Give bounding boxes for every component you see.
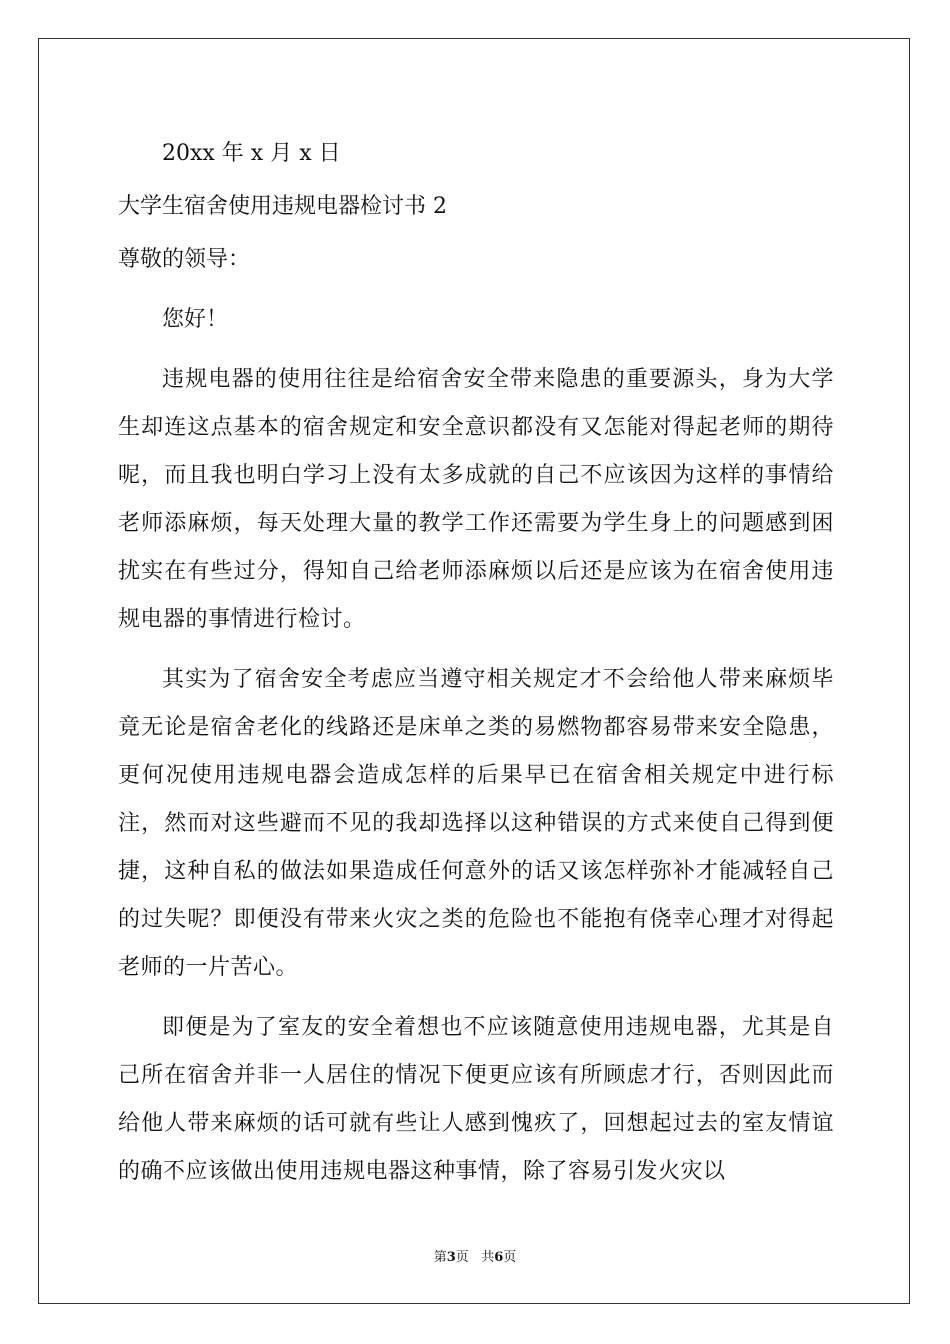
page-footer [0, 1246, 950, 1265]
document-body [118, 130, 834, 1196]
page-suffix: 页 [455, 1250, 469, 1265]
salutation: 尊敬的领导： [118, 247, 251, 272]
page-total: 6 [494, 1250, 504, 1265]
total-suffix: 页 [503, 1250, 517, 1265]
page-prefix: 第 [433, 1250, 447, 1265]
paragraph-1: 违规电器的使用往往是给宿舍安全带来隐患的重要源头，身为大学生却连这点基本的宿舍规定和安全意识都没有又怎能对得起老师的期待呢，而且我也明白学习上没有太多成就的自己不应该因为这样的事情给老师添麻烦，每天处理大量的教学工作还需要为学生身上的问题感到困扰实在有些过分，得知自己给老师添麻烦以后还是应该为在宿舍使用违规电器的事情进行检讨。 [118, 367, 834, 632]
total-prefix: 共 [481, 1250, 495, 1265]
document-title: 大学生宿舍使用违规电器检讨书 2 [118, 194, 447, 219]
page-current: 3 [446, 1250, 456, 1265]
greeting: 您好！ [162, 307, 229, 332]
document-date: 20xx 年 x 月 x 日 [162, 141, 341, 166]
paragraph-2: 其实为了宿舍安全考虑应当遵守相关规定才不会给他人带来麻烦毕竟无论是宿舍老化的线路还是床单之类的易燃物都容易带来安全隐患，更何况使用违规电器会造成怎样的后果早已在宿舍相关规定中进行标注，然而对这些避而不见的我却选择以这种错误的方式来使自己得到便捷，这种自私的做法如果造成任何意外的话又该怎样弥补才能减轻自己的过失呢？即便没有带来火灾之类的危险也不能抱有侥幸心理才对得起老师的一片苦心。 [118, 667, 834, 980]
paragraph-3: 即便是为了室友的安全着想也不应该随意使用违规电器，尤其是自己所在宿舍并非一人居住的情况下便更应该有所顾虑才行，否则因此而给他人带来麻烦的话可就有些让人感到愧疚了，回想起过去的室友情谊的确不应该做出使用违规电器这种事情，除了容易引发火灾以 [118, 1015, 834, 1184]
